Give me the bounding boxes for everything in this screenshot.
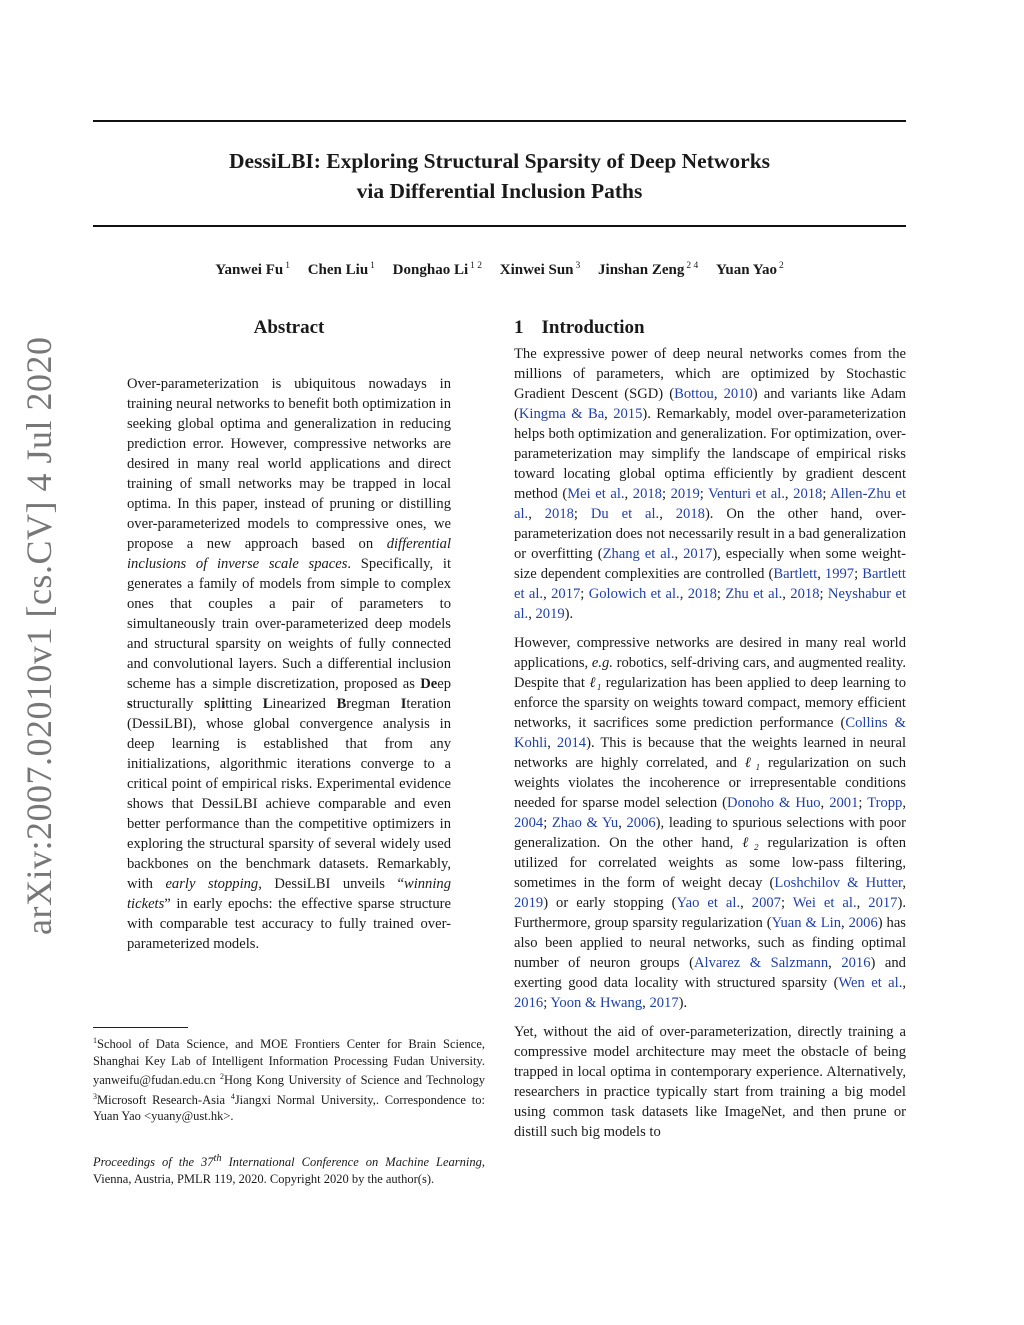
paragraph-text: ) has also been applied to neural networks, such as finding optimal number of neuron groups ( — [514, 915, 906, 971]
paragraph-text: , — [528, 606, 536, 622]
paragraph-text: ) and variants like Adam ( — [514, 386, 907, 422]
citation-link[interactable]: 2006 — [848, 915, 878, 931]
citation-link[interactable]: Yao et al. — [676, 895, 741, 911]
paragraph-text: , — [902, 795, 906, 811]
paragraph-text: robotics, self-driving cars, and augmented reality. Despite that — [514, 655, 906, 691]
method-acronym: Deep structurally splitting Linearized Bregman Iteration — [127, 676, 451, 712]
emphasis-text: e.g. — [591, 655, 613, 671]
citation-link[interactable]: Mei et al. — [567, 486, 625, 502]
citation-link[interactable]: Donoho & Huo — [727, 795, 821, 811]
paragraph-text: ). — [564, 606, 574, 622]
citation-link[interactable]: 2019 — [514, 895, 544, 911]
paragraph-text: ; — [822, 486, 831, 502]
citation-link[interactable]: 2018 — [790, 586, 820, 602]
paragraph-text: , — [624, 486, 633, 502]
paragraph-text: ) or early stopping ( — [543, 895, 677, 911]
citation-link[interactable]: Bottou — [674, 386, 714, 402]
citation-link[interactable]: Du et al. — [590, 506, 660, 522]
paragraph-text: ; — [819, 586, 828, 602]
citation-link[interactable]: Wei et al. — [792, 895, 857, 911]
citation-link[interactable]: 2007 — [751, 895, 781, 911]
citation-link[interactable]: 2017 — [683, 546, 713, 562]
citation-link[interactable]: Allen-Zhu et al. — [514, 486, 907, 522]
paragraph-text: , — [679, 586, 688, 602]
paragraph-text: , — [817, 566, 825, 582]
paragraph-text: , — [547, 735, 557, 751]
citation-link[interactable]: Neyshabur et al. — [514, 586, 907, 622]
paragraph-text: , — [841, 915, 849, 931]
affiliation-footnote: $^1$School of Data Science, and MOE Frontiers Center for Brain Science, Shanghai Key Lab of Intelligent Information Processing Fudan University. yanweifu@fudan.edu.cn $^2$Hong Kong University of Science and Technology $^3$Microsoft Research-Asia $^4$Jiangxi Normal University,. Correspondence to: Yuan Yao <yuany@ust.hk>. — [93, 1036, 485, 1124]
citation-link[interactable]: 2018 — [675, 506, 705, 522]
paragraph-text: , — [820, 795, 830, 811]
citation-link[interactable]: 2017 — [649, 995, 679, 1011]
citation-link[interactable]: 2016 — [514, 995, 544, 1011]
paragraph-text: ) and exerting good data locality with structured sparsity ( — [514, 955, 906, 991]
author: Jinshan Zeng $^{2 4}$ — [598, 261, 699, 278]
citation-link[interactable]: 2010 — [723, 386, 753, 402]
paragraph-text: regularization on such weights violates the incoherence or irrepresentable conditions needed for sparse model selection ( — [514, 755, 906, 811]
author-list — [93, 261, 906, 279]
citation-link[interactable]: 2006 — [626, 815, 656, 831]
author: Donghao Li $^{1 2}$ — [392, 261, 482, 278]
paragraph-text: , — [902, 875, 906, 891]
abstract-body: Over-parameterization is ubiquitous nowadays in training neural networks to benefit both optimization in seeking global optima and generalization in reducing prediction error. However, compressive networks are desired in many real world applications and direct training of small networks may be trapped in local optima. In this paper, instead of pruning or distilling over-parameterized models to compressive ones, we propose a new approach based on differential inclusions of inverse scale spaces. Specifically, it generates a family of models from simple to complex ones that couples a pair of parameters to simultaneously train over-parameterized deep models and structural sparsity on weights of fully connected and convolutional layers. Such a differential inclusion scheme has a simple discretization, proposed as Deep structurally splitting Linearized Bregman Iteration (DessiLBI), whose global convergence analysis in deep learning is established that from any initializations, algorithmic iterations converge to a critical point of empirical risks. Experimental evidence shows that DessiLBI achieve comparable and even better performance than the competitive optimizers in exploring the structural sparsity of several widely used backbones on the benchmark datasets. Remarkably, with early stopping, DessiLBI unveils “winning tickets” in early epochs: the effective sparse structure with comparable test accuracy to fully trained over-parameterized models. — [127, 376, 451, 952]
paragraph-text: ; — [580, 586, 589, 602]
emphasis-text: ℓ₁ — [744, 755, 761, 771]
paragraph-text: ), especially when some weight-size dependent complexities are controlled ( — [514, 546, 907, 582]
citation-link[interactable]: 2017 — [551, 586, 581, 602]
citation-link[interactable]: Loshchilov & Hutter — [774, 875, 903, 891]
paragraph-text: The expressive power of deep neural networks comes from the millions of parameters, which are optimized by Stochastic Gradient Descent (SGD) ( — [514, 346, 906, 402]
paragraph-text: ; — [858, 795, 868, 811]
citation-link[interactable]: Zhang et al. — [602, 546, 675, 562]
citation-link[interactable]: 2018 — [632, 486, 662, 502]
intro-paragraph-1 — [514, 344, 906, 624]
author: Yuan Yao $^2$ — [715, 261, 784, 278]
footnote-rule — [93, 1027, 188, 1028]
paragraph-text: ). This is because that the weights learned in neural networks are highly correlated, and — [514, 735, 907, 771]
title-top-rule — [93, 120, 906, 122]
citation-link[interactable]: 2017 — [868, 895, 898, 911]
citation-link[interactable]: Golowich et al. — [588, 586, 680, 602]
paragraph-text: , — [784, 486, 794, 502]
citation-link[interactable]: 2018 — [687, 586, 717, 602]
paragraph-text: , — [828, 955, 842, 971]
citation-link[interactable]: Bartlett et al. — [514, 566, 906, 602]
paragraph-text: , — [713, 386, 724, 402]
paragraph-text: regularization is often utilized for correlated weights as some low-pass filtering, sometimes in the form of weight decay ( — [514, 835, 906, 891]
citation-link[interactable]: 2018 — [544, 506, 574, 522]
paragraph-text: ). On the other hand, over-parameterization does not necessarily result in a bad generalization or overfitting ( — [514, 506, 907, 562]
citation-link[interactable]: Bartlett — [773, 566, 818, 582]
paragraph-text: ; — [543, 815, 552, 831]
paragraph-text: ; — [716, 586, 726, 602]
citation-link[interactable]: Collins & Kohli — [514, 715, 907, 751]
paragraph-text: ). Furthermore, group sparsity regularization ( — [514, 895, 906, 931]
paragraph-text: ; — [573, 506, 591, 522]
citation-link[interactable]: Yoon & Hwang — [550, 995, 643, 1011]
paragraph-text: , — [902, 975, 907, 991]
citation-link[interactable]: 2015 — [613, 406, 643, 422]
paragraph-text: Yet, without the aid of over-parameterization, directly training a compressive model architecture may meet the obstacle of being trapped in local optima in contemporary experience. Alternatively, researchers in practice typically start from training a big model using common task datasets like ImageNet, and then prune or distill such big models to — [514, 1024, 906, 1140]
paragraph-text: , — [856, 895, 869, 911]
paragraph-text: However, compressive networks are desired in many real world applications, — [514, 635, 906, 671]
paper-title — [93, 146, 906, 206]
abstract-heading: Abstract — [253, 317, 325, 338]
citation-link[interactable]: Kingma & Ba — [518, 406, 605, 422]
paragraph-text: ). Remarkably, model over-parameterization helps both optimization and generalization. For optimization, over-parameterization may simplify the landscape of empirical risks toward locating global optima efficiently by gradient descent method ( — [514, 406, 906, 502]
paragraph-text: , — [618, 815, 627, 831]
paragraph-text: ; — [543, 995, 551, 1011]
citation-link[interactable]: Tropp — [867, 795, 903, 811]
paragraph-text: , — [782, 586, 791, 602]
arxiv-sidebar-stamp: arXiv:2007.02010v1 [cs.CV] 4 Jul 2020 — [19, 336, 59, 935]
citation-link[interactable]: Zhao & Yu — [551, 815, 619, 831]
introduction-body — [514, 344, 906, 1151]
citation-link[interactable]: Zhu et al. — [725, 586, 783, 602]
citation-link[interactable]: Venturi et al. — [708, 486, 785, 502]
paragraph-text: ; — [661, 486, 671, 502]
paragraph-text: , — [528, 506, 545, 522]
citation-link[interactable]: 2018 — [793, 486, 823, 502]
title-line-2: via Differential Inclusion Paths — [356, 179, 643, 203]
author: Xinwei Sun $^3$ — [499, 261, 581, 278]
proceedings-note: Proceedings of the 37th International Conference on Machine Learning, Vienna, Austria, PMLR 119, 2020. Copyright 2020 by the author(s). — [93, 1153, 485, 1186]
intro-paragraph-2 — [514, 633, 906, 1013]
paragraph-text: , — [740, 895, 752, 911]
author: Yanwei Fu $^1$ — [215, 261, 290, 278]
paragraph-text: , — [674, 546, 684, 562]
paragraph-text: regularization has been applied to deep learning to enforce the sparsity on weights toward compact, memory efficient networks, it sacrifices some prediction performance ( — [514, 675, 907, 731]
paragraph-text: ; — [699, 486, 709, 502]
citation-link[interactable]: 1997 — [824, 566, 855, 582]
author: Chen Liu $^1$ — [307, 261, 375, 278]
citation-link[interactable]: 2019 — [535, 606, 565, 622]
intro-paragraph-3 — [514, 1022, 906, 1142]
paragraph-text: ; — [780, 895, 793, 911]
paragraph-text: ). — [678, 995, 688, 1011]
citation-link[interactable]: 2016 — [841, 955, 871, 971]
paragraph-text: ; — [854, 566, 863, 582]
paragraph-text: , — [604, 406, 614, 422]
paragraph-text: , — [642, 995, 650, 1011]
citation-link[interactable]: 2001 — [829, 795, 859, 811]
paragraph-text: , — [659, 506, 676, 522]
title-line-1: DessiLBI: Exploring Structural Sparsity of Deep Networks — [228, 149, 771, 173]
introduction-heading: 1 Introduction — [514, 317, 645, 338]
paragraph-text: ), leading to spurious selections with poor generalization. On the other hand, — [514, 815, 907, 851]
title-bottom-rule — [93, 225, 906, 227]
citation-link[interactable]: 2014 — [556, 735, 587, 751]
citation-link[interactable]: 2019 — [670, 486, 700, 502]
citation-link[interactable]: 2004 — [514, 815, 544, 831]
emphasis-text: ℓ₂ — [742, 835, 759, 851]
citation-link[interactable]: Yuan & Lin — [771, 915, 842, 931]
emphasis-text: ℓ₁ — [589, 675, 602, 691]
citation-link[interactable]: Alvarez & Salzmann — [693, 955, 829, 971]
paragraph-text: , — [543, 586, 552, 602]
citation-link[interactable]: Wen et al. — [838, 975, 903, 991]
